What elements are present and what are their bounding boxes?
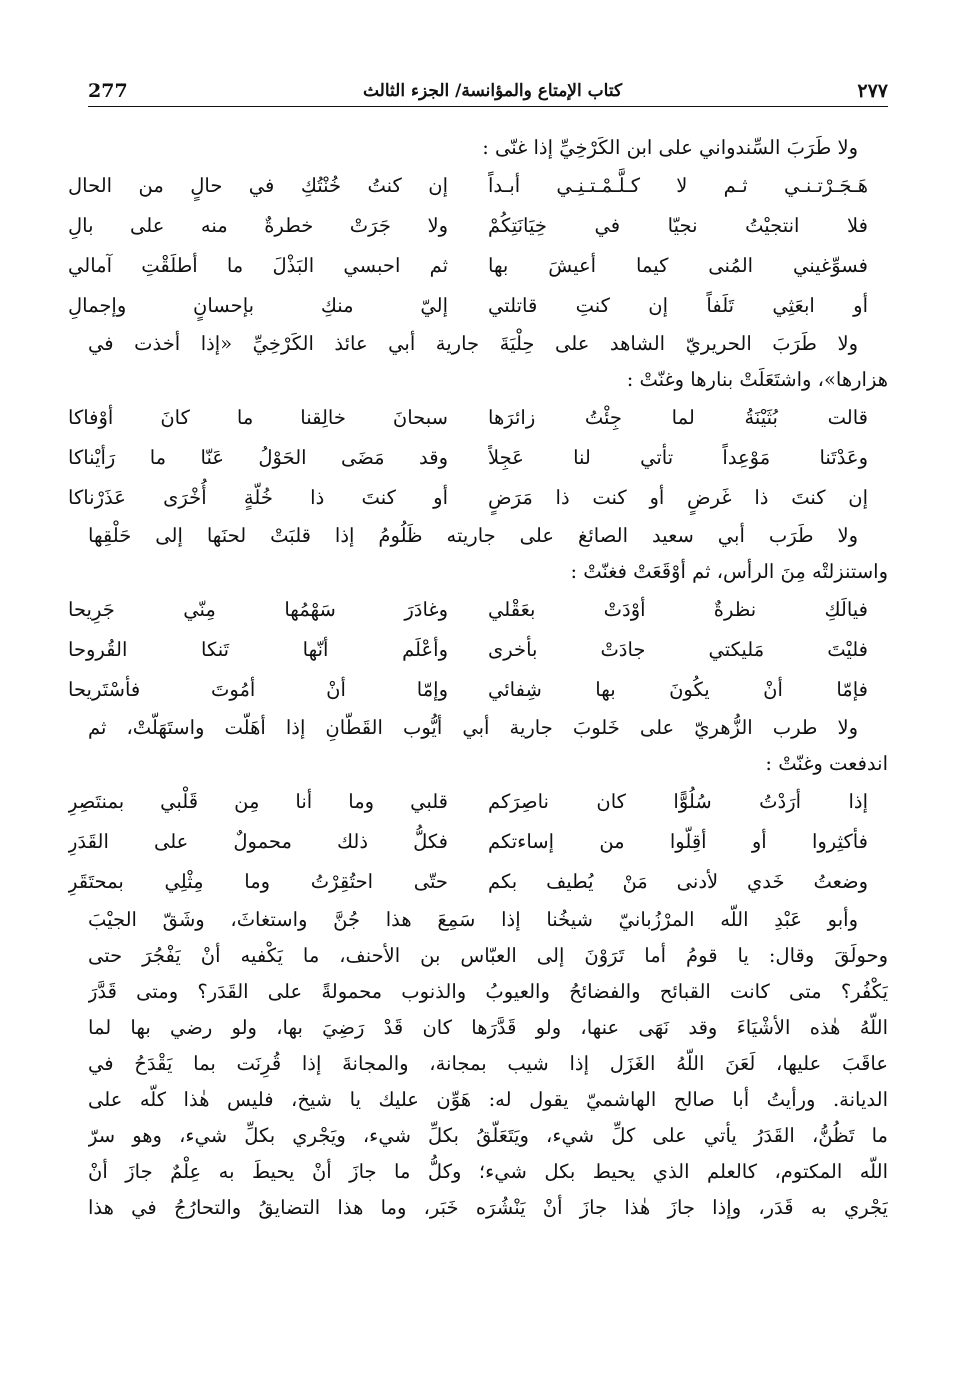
- poem-verse: [68, 438, 888, 478]
- poem-verse: [68, 670, 888, 710]
- text-line: اللّهُ هٰذه الأشْيَاءَ وقد نَهَى عنها، ولو قَدَّرَها كان قَدْ رَضِيَ بها، ولو رضي بها لما: [88, 1016, 888, 1039]
- poem: [68, 398, 888, 518]
- second-hemistich: إن كنتُ خُنْتُكِ في حالٍ من الحال: [68, 174, 448, 197]
- second-hemistich: ولا جَرَتْ خطرةٌ منه على بالِ: [68, 214, 448, 237]
- prose-paragraph: [88, 518, 888, 590]
- text-line: ولا طَرَبَ السِّندواني على ابن الكَرْخِيِّ إذا غنّى :: [482, 136, 858, 159]
- page-number-arabic: ٢٧٧: [857, 80, 888, 102]
- poem-verse: [68, 590, 888, 630]
- text-line: ولا طَرَبَ الحريريّ الشاهد على حِلْيَةَ جارية أبي عائذ الكَرْخِيِّ «إذا أخذت في: [88, 332, 858, 355]
- poem-verse: [68, 630, 888, 670]
- first-hemistich: وضعتُ خَدي لأدنى مَنْ يُطيف بكم: [488, 870, 868, 893]
- poem-verse: [68, 246, 888, 286]
- first-hemistich: فإمّا أنْ يكُونَ بها شِفائي: [488, 678, 868, 701]
- prose-paragraph: [88, 326, 888, 398]
- second-hemistich: حتّى احتُقِرْتُ وما مِثْلِي بمحتَقَرِ: [68, 870, 448, 893]
- second-hemistich: وإمّا أنْ أمُوتَ فأسْتَريحا: [68, 678, 448, 701]
- poem-verse: [68, 822, 888, 862]
- page-number-latin: 277: [88, 80, 128, 102]
- first-hemistich: إذا أرَدْتُ سُلُوًّا كان ناصِرَكم: [488, 790, 868, 813]
- text-line: يَجْري به قَدَر، وإذا جازَ هٰذا جازَ أنْ يَنْشُرَه خَبَر، وما هذا التضايقُ والتحارُجُ في هذا: [88, 1196, 888, 1219]
- second-hemistich: وغادَرَ سَهْمُها مِنّي جَرِيحا: [68, 598, 448, 621]
- second-hemistich: ثم احبسي البَذْلَ ما أطلَقْتِ آمالي: [68, 254, 448, 277]
- first-hemistich: فسوِّغيني المُنى كيما أعيشَ بها: [488, 254, 868, 277]
- poem-verse: [68, 478, 888, 518]
- first-hemistich: قالت بُثَيْنَةُ لما جِئْتُ زائرَها: [488, 406, 868, 429]
- text-line: ولا طَرَب أبي سعيد الصائغ على جاريته ظَلُومُ إذا قلبَتْ لحنَها إلى حَلْقِها: [88, 524, 858, 547]
- poem-verse: [68, 398, 888, 438]
- poem-verse: [68, 286, 888, 326]
- first-hemistich: فليْتَ مَليكتي جادَتْ بأخرى: [488, 638, 868, 661]
- text-line: الديانة. ورأيتُ أبا صالح الهاشميّ يقول له: هَوِّن عليك يا شيخ، فليس هٰذا كلّه على: [88, 1088, 888, 1111]
- poem-verse: [68, 782, 888, 822]
- first-hemistich: أو ابعَثِي تَلَفاً إن كنتِ قاتلتي: [488, 294, 868, 317]
- poem: [68, 782, 888, 902]
- first-hemistich: فيالَكِ نظرةٌ أوْدَتْ بعَقْلي: [488, 598, 868, 621]
- prose-paragraph: [88, 902, 888, 1226]
- second-hemistich: وأعْلَم أنّها تَنكا القُروحا: [68, 638, 448, 661]
- text-line: واستنزلتْه مِنَ الرأس، ثم أوْقَعَتْ فغنّتْ :: [570, 560, 888, 583]
- page-header: [88, 76, 888, 107]
- first-hemistich: فلا انتجيْتُ نجيّا في خِيَانَتِكُمْ: [488, 214, 868, 237]
- second-hemistich: وقد مَضَى الحَوْلُ عَنّا ما رَأيْناكا: [68, 446, 448, 469]
- text-line: هزارها»، واشتَعَلَتْ بنارها وغنّتْ :: [626, 368, 888, 391]
- second-hemistich: أو كنتَ ذا خُلّةٍ أُخْرَى عَذَرْناكا: [68, 486, 448, 509]
- text-line: يَكْفُر؟ متى كانت القبائح والفضائحُ والعيوبُ والذنوب محمولةً على القَدَر؟ ومتى قَدَّرَ: [88, 980, 888, 1003]
- second-hemistich: فكلُّ ذلك محمولٌ على القَدَرِ: [68, 830, 448, 853]
- poem-verse: [68, 206, 888, 246]
- second-hemistich: إليّ منكِ بإحسانٍ وإجمالِ: [68, 294, 448, 317]
- second-hemistich: سبحانَ خالِقنا ما كانَ أوْفاكا: [68, 406, 448, 429]
- poem: [68, 166, 888, 326]
- first-hemistich: فأكثِروا أو أقِلّوا من إساءتكم: [488, 830, 868, 853]
- text-line: ما تَظُنُّ، القَدَرُ يأتي على كلِّ شيء، ويَتَعَلّقُ بكلِّ شيء، ويَجْري بكلِّ شيء، وهو سرّ: [88, 1124, 888, 1147]
- text-line: اللّه المكتوم، كالعلم الذي يحيط بكل شيء؛ وكلُّ ما جازَ أنْ يحيطَ به عِلْمٌ جازَ أنْ: [88, 1160, 888, 1183]
- text-line: اندفعت وغنّتْ :: [765, 752, 888, 775]
- poem-verse: [68, 862, 888, 902]
- text-line: وأبو عَبْدِ اللّه المرْزُبانيّ شيخُنا إذا سَمِعَ هذا جُنَّ واستغاثَ، وشَقّ الجيْبَ: [88, 908, 858, 931]
- poem-verse: [68, 166, 888, 206]
- first-hemistich: إن كنتَ ذا غَرضٍ أو كنت ذا مَرَضٍ: [488, 486, 868, 509]
- prose-paragraph: [88, 710, 888, 782]
- first-hemistich: هَـجَـرْتـنـي ثـم لا كـلَّـمْـتـنِـي أبـداً: [488, 174, 868, 197]
- running-title: كتاب الإمتاع والمؤانسة/ الجزء الثالث: [362, 81, 623, 101]
- text-line: ولا طرب الزُّهريّ على خَلوبَ جارية أبي أيُّوب القَطّانِ إذا أهَلّت واستَهَلّتْ، ثم: [88, 716, 858, 739]
- text-line: وحولَقَ وقال: يا قومُ أما تَرَوْنَ إلى العبّاس بن الأحنف، ما يَكْفيه أنْ يَفْجُرَ حتى: [88, 944, 888, 967]
- first-hemistich: وعَدْتَنا مَوْعِداً تأتي لنا عَجِلاً: [488, 446, 868, 469]
- poem: [68, 590, 888, 710]
- prose-paragraph: [88, 130, 888, 166]
- second-hemistich: قلبي وما أنا مِن قَلْبي بمنتَصِرِ: [68, 790, 448, 813]
- text-line: عاقَبَ عليها، لَعَنَ اللّهُ الغَزَل إذا شيب بمجانة، والمجانةَ إذا قُرِنَت بما يَقْدَحُ في: [88, 1052, 888, 1075]
- page-body: [68, 130, 888, 1226]
